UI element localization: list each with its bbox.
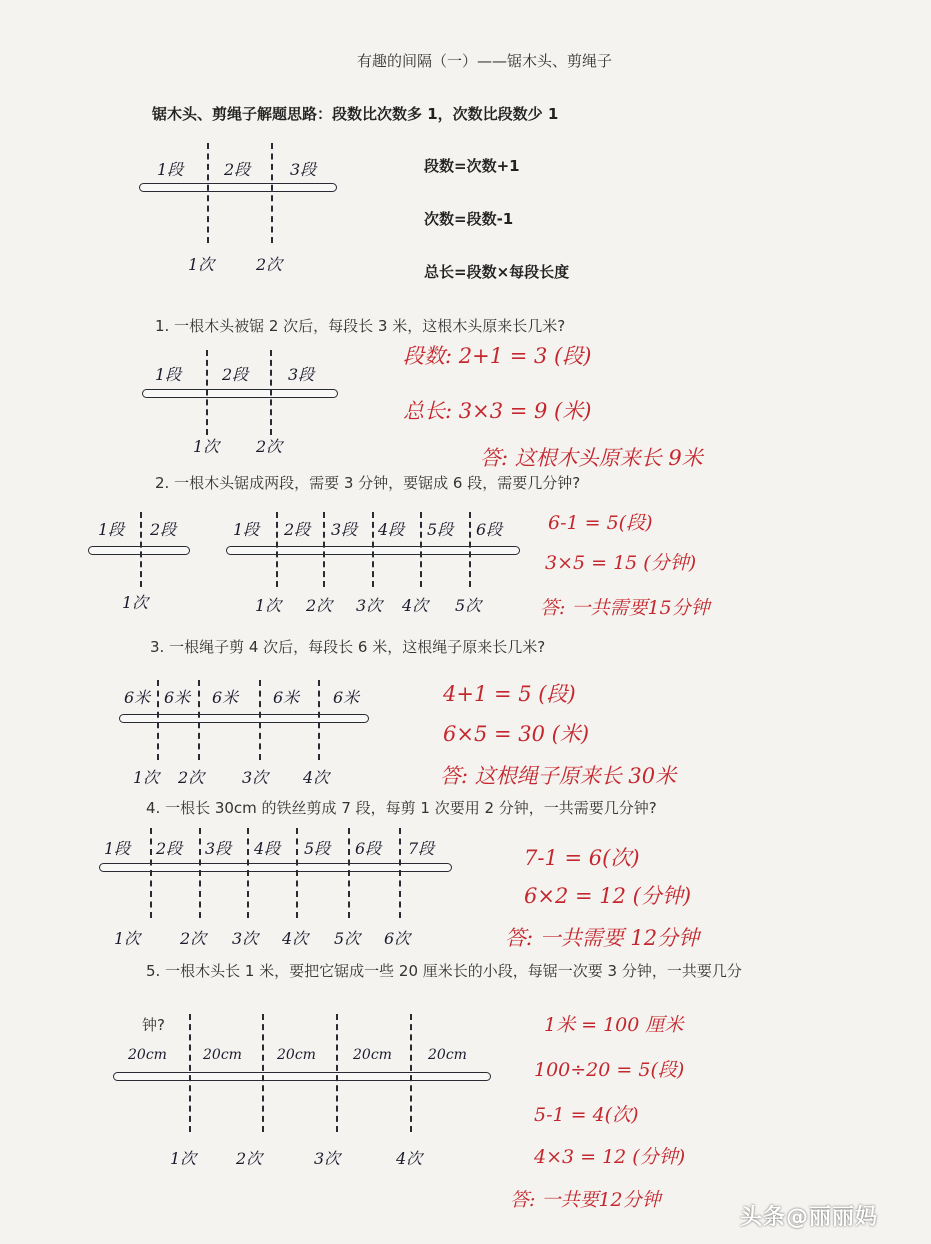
question-5-text-cont: 钟? — [142, 1016, 165, 1034]
cut-line — [296, 828, 298, 918]
q5-answer-line-4: 4×3 = 12 (分钟) — [534, 1146, 686, 1168]
question-3-text: 3. 一根绳子剪 4 次后，每段长 6 米，这根绳子原来长几米? — [150, 638, 546, 656]
segment-label: 6米 — [164, 688, 191, 707]
q1-answer-line-2: 总长: 3×3 = 9 (米) — [403, 399, 592, 423]
segment-label: 2段 — [150, 520, 177, 539]
q2-answer-line-3: 答: 一共需要15分钟 — [540, 597, 710, 619]
segment-label: 6段 — [476, 520, 503, 539]
cut-label: 1次 — [133, 768, 160, 787]
segment-label: 3段 — [205, 839, 232, 858]
question-1-text: 1. 一根木头被锯 2 次后，每段长 3 米，这根木头原来长几米? — [155, 317, 566, 335]
segment-label: 5段 — [427, 520, 454, 539]
cut-line — [372, 512, 374, 587]
q5-answer-line-1: 1米 = 100 厘米 — [544, 1014, 684, 1036]
cut-line — [206, 350, 208, 435]
watermark: 头条@丽丽妈 — [740, 1205, 879, 1230]
cut-line — [207, 143, 209, 243]
cut-label: 2次 — [236, 1149, 263, 1168]
segment-label: 6米 — [124, 688, 151, 707]
cut-line — [469, 512, 471, 587]
cut-label: 3次 — [232, 929, 259, 948]
q3-answer-line-1: 4+1 = 5 (段) — [443, 682, 576, 706]
segment-label: 1段 — [233, 520, 260, 539]
cut-label: 3次 — [242, 768, 269, 787]
segment-label: 1段 — [98, 520, 125, 539]
segment-label: 5段 — [304, 839, 331, 858]
cut-line — [247, 828, 249, 918]
question-4-text: 4. 一根长 30cm 的铁丝剪成 7 段，每剪 1 次要用 2 分钟，一共需要几分钟? — [146, 799, 657, 817]
wood-bar — [139, 183, 337, 192]
cut-line — [318, 680, 320, 760]
question-5-text: 5. 一根木头长 1 米，要把它锯成一些 20 厘米长的小段，每锯一次要 3 分钟，一共要几分 — [146, 962, 742, 980]
cut-line — [399, 828, 401, 918]
cut-line — [150, 828, 152, 918]
cut-label: 4次 — [303, 768, 330, 787]
segment-label: 2段 — [156, 839, 183, 858]
segment-label: 4段 — [254, 839, 281, 858]
cut-line — [420, 512, 422, 587]
cut-line — [189, 1014, 191, 1132]
segment-label: 3段 — [290, 160, 317, 179]
q4-answer-line-1: 7-1 = 6(次) — [524, 846, 640, 870]
cut-line — [348, 828, 350, 918]
wood-bar — [142, 389, 338, 398]
segment-label: 6米 — [333, 688, 360, 707]
segment-label: 2段 — [222, 365, 249, 384]
cut-line — [157, 680, 159, 760]
q2-answer-line-1: 6-1 = 5(段) — [548, 512, 653, 534]
q5-answer-line-2: 100÷20 = 5(段) — [534, 1059, 685, 1081]
cut-line — [270, 350, 272, 435]
formula-cuts: 次数=段数-1 — [424, 210, 514, 228]
wood-bar — [113, 1072, 491, 1081]
segment-label: 20cm — [277, 1047, 316, 1063]
cut-label: 3次 — [356, 596, 383, 615]
cut-label: 1次 — [255, 596, 282, 615]
q3-answer-line-2: 6×5 = 30 (米) — [443, 722, 590, 746]
segment-label: 1段 — [157, 160, 184, 179]
q3-answer-line-3: 答: 这根绳子原来长 30米 — [440, 764, 677, 788]
cut-line — [198, 680, 200, 760]
cut-label: 5次 — [334, 929, 361, 948]
q1-answer-line-3: 答: 这根木头原来长 9米 — [480, 446, 703, 470]
cut-label: 2次 — [256, 437, 283, 456]
cut-line — [140, 512, 142, 587]
wood-bar — [88, 546, 190, 555]
segment-label: 2段 — [224, 160, 251, 179]
cut-label: 2次 — [256, 255, 283, 274]
segment-label: 6米 — [212, 688, 239, 707]
cut-line — [410, 1014, 412, 1132]
q4-answer-line-2: 6×2 = 12 (分钟) — [524, 884, 692, 908]
cut-line — [276, 512, 278, 587]
segment-label: 6段 — [355, 839, 382, 858]
page-title: 有趣的间隔（一）——锯木头、剪绳子 — [357, 52, 613, 70]
cut-label: 1次 — [114, 929, 141, 948]
cut-label: 1次 — [170, 1149, 197, 1168]
segment-label: 1段 — [104, 839, 131, 858]
cut-label: 2次 — [306, 596, 333, 615]
cut-label: 4次 — [282, 929, 309, 948]
question-2-text: 2. 一根木头锯成两段，需要 3 分钟，要锯成 6 段，需要几分钟? — [155, 474, 581, 492]
q4-answer-line-3: 答: 一共需要 12分钟 — [505, 926, 700, 950]
cut-line — [336, 1014, 338, 1132]
segment-label: 1段 — [155, 365, 182, 384]
cut-line — [199, 828, 201, 918]
q1-answer-line-1: 段数: 2+1 = 3 (段) — [403, 344, 592, 368]
segment-label: 2段 — [284, 520, 311, 539]
cut-label: 1次 — [193, 437, 220, 456]
segment-label: 20cm — [203, 1047, 242, 1063]
segment-label: 20cm — [353, 1047, 392, 1063]
cut-line — [323, 512, 325, 587]
formula-total-length: 总长=段数×每段长度 — [424, 263, 570, 281]
cut-label: 1次 — [188, 255, 215, 274]
cut-line — [259, 680, 261, 760]
cut-label: 5次 — [455, 596, 482, 615]
cut-line — [271, 143, 273, 243]
segment-label: 3段 — [288, 365, 315, 384]
cut-line — [262, 1014, 264, 1132]
segment-label: 3段 — [331, 520, 358, 539]
q2-answer-line-2: 3×5 = 15 (分钟) — [545, 552, 697, 574]
segment-label: 6米 — [273, 688, 300, 707]
cut-label: 1次 — [122, 593, 149, 612]
segment-label: 7段 — [408, 839, 435, 858]
formula-segments: 段数=次数+1 — [424, 157, 520, 175]
segment-label: 20cm — [128, 1047, 167, 1063]
cut-label: 2次 — [180, 929, 207, 948]
solving-principle: 锯木头、剪绳子解题思路：段数比次数多 1，次数比段数少 1 — [152, 105, 559, 123]
cut-label: 3次 — [314, 1149, 341, 1168]
cut-label: 4次 — [396, 1149, 423, 1168]
q5-answer-line-3: 5-1 = 4(次) — [534, 1104, 639, 1126]
cut-label: 4次 — [402, 596, 429, 615]
segment-label: 4段 — [378, 520, 405, 539]
q5-answer-line-5: 答: 一共要12分钟 — [510, 1189, 661, 1211]
segment-label: 20cm — [428, 1047, 467, 1063]
cut-label: 2次 — [178, 768, 205, 787]
cut-label: 6次 — [384, 929, 411, 948]
